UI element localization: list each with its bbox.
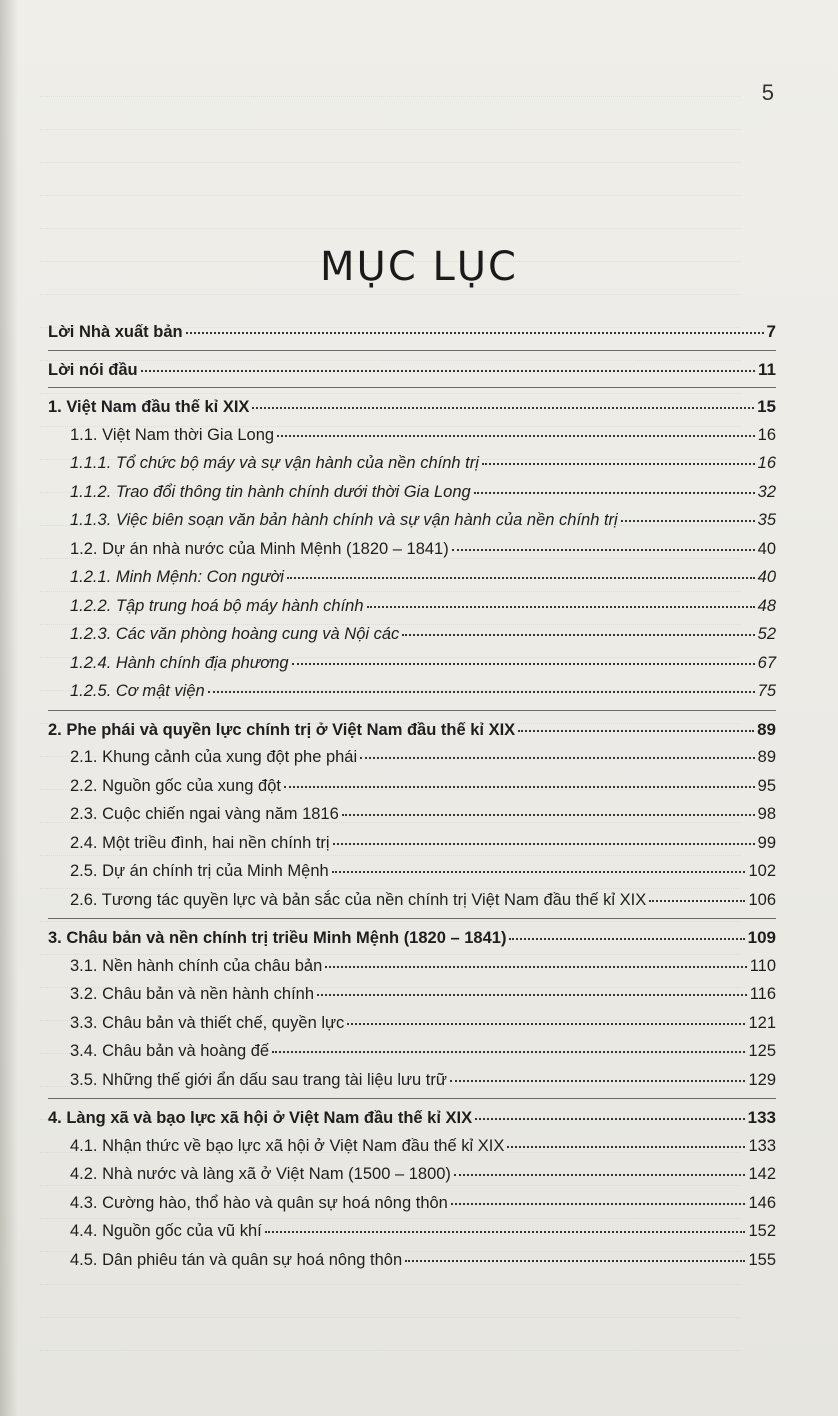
toc-entry[interactable]	[48, 1013, 776, 1033]
toc-entry-title: 1.2.3. Các văn phòng hoàng cung và Nội các	[70, 625, 400, 643]
toc-entry-title: 1.2.2. Tập trung hoá bộ máy hành chính	[70, 596, 364, 615]
toc-entry-page-number: 98	[757, 805, 776, 823]
toc-entry-page-number: 48	[757, 596, 776, 615]
dot-leader	[333, 843, 755, 845]
toc-entry-title: 4. Làng xã và bạo lực xã hội ở Việt Nam đầu thế kỉ XIX	[48, 1109, 473, 1127]
toc-entry-title: 1.1.1. Tổ chức bộ máy và sự vận hành của nền chính trị	[70, 454, 479, 472]
toc-entry[interactable]	[48, 681, 776, 701]
toc-entry[interactable]	[48, 482, 776, 502]
toc-entry[interactable]	[48, 1221, 776, 1241]
page-gutter-shadow	[0, 0, 18, 1416]
toc-entry[interactable]	[48, 1250, 776, 1270]
dot-leader	[347, 1023, 745, 1025]
toc-entry[interactable]	[48, 804, 776, 824]
toc-entry-title: 1.2. Dự án nhà nước của Minh Mệnh (1820 – 1841)	[70, 539, 449, 558]
dot-leader	[649, 900, 745, 902]
chapter-divider	[48, 710, 776, 711]
toc-entry-page-number: 99	[757, 833, 776, 852]
toc-entry-page-number: 155	[748, 1250, 776, 1269]
toc-entry-title: 2.2. Nguồn gốc của xung đột	[70, 776, 281, 795]
dot-leader	[208, 691, 755, 693]
toc-entry-title: 1. Việt Nam đầu thế kỉ XIX	[48, 398, 250, 416]
toc-entry[interactable]	[48, 1164, 776, 1184]
toc-entry-title: 4.5. Dân phiêu tán và quân sự hoá nông thôn	[70, 1250, 403, 1269]
toc-entry-page-number: 11	[758, 359, 776, 379]
toc-entry-title: 1.2.5. Cơ mật viện	[70, 682, 205, 700]
toc-entry-page-number: 146	[748, 1193, 776, 1212]
toc-entry-page-number: 67	[757, 653, 776, 672]
toc-entry[interactable]	[48, 322, 776, 342]
toc-entry-page-number: 95	[757, 776, 776, 795]
dot-leader	[621, 520, 755, 522]
page-number: 5	[761, 80, 774, 105]
toc-entry-page-number: 89	[757, 719, 776, 739]
toc-entry[interactable]	[48, 567, 776, 587]
dot-leader	[360, 757, 754, 759]
toc-entry[interactable]	[48, 776, 776, 796]
dot-leader	[509, 938, 744, 940]
dot-leader	[482, 463, 755, 465]
toc-entry-page-number: 15	[757, 397, 776, 416]
toc-entry-page-number: 133	[747, 1108, 776, 1127]
dot-leader	[451, 1203, 746, 1205]
dot-leader	[325, 966, 746, 968]
dot-leader	[452, 549, 755, 551]
toc-entry-page-number: 142	[748, 1165, 776, 1183]
toc-entry[interactable]	[48, 861, 776, 881]
chapter-divider	[48, 1098, 776, 1099]
toc-entry-page-number: 16	[757, 425, 776, 444]
toc-entry-title: 1.1. Việt Nam thời Gia Long	[70, 425, 275, 444]
dot-leader	[474, 492, 755, 494]
toc-entry-page-number: 52	[757, 625, 776, 643]
toc-entry[interactable]	[48, 928, 776, 948]
toc-entry-page-number: 125	[748, 1042, 776, 1060]
toc-entry[interactable]	[48, 653, 776, 673]
toc-entry-page-number: 133	[748, 1136, 776, 1155]
toc-entry[interactable]	[48, 425, 776, 445]
toc-entry-title: 1.1.3. Việc biên soạn văn bản hành chính và sự vận hành của nền chính trị	[70, 511, 618, 529]
toc-entry-page-number: 129	[748, 1070, 776, 1089]
toc-entry-page-number: 75	[757, 682, 776, 700]
toc-entry-title: 2.5. Dự án chính trị của Minh Mệnh	[70, 862, 329, 880]
toc-entry-page-number: 89	[757, 748, 776, 766]
dot-leader	[367, 606, 755, 608]
toc-entry-page-number: 106	[748, 890, 776, 909]
dot-leader	[252, 407, 754, 409]
toc-entry-title: 3.3. Châu bản và thiết chế, quyền lực	[70, 1013, 345, 1032]
toc-entry-page-number: 35	[757, 511, 776, 529]
dot-leader	[284, 786, 755, 788]
toc-entry[interactable]	[48, 624, 776, 644]
chapter-divider	[48, 387, 776, 388]
toc-entry[interactable]	[48, 596, 776, 616]
dot-leader	[287, 577, 755, 579]
toc-entry-title: 3.5. Những thế giới ẩn dấu sau trang tài liệu lưu trữ	[70, 1070, 447, 1089]
toc-entry[interactable]	[48, 1070, 776, 1090]
toc-entry-title: 3.4. Châu bản và hoàng đế	[70, 1042, 270, 1060]
toc-entry[interactable]	[48, 956, 776, 976]
dot-leader	[475, 1118, 745, 1120]
toc-entry-title: 3.2. Châu bản và nền hành chính	[70, 985, 315, 1003]
toc-entry[interactable]	[48, 984, 776, 1004]
toc-entry[interactable]	[48, 1136, 776, 1156]
dot-leader	[332, 871, 746, 873]
toc-entry[interactable]	[48, 890, 776, 910]
toc-entry-title: 3.1. Nền hành chính của châu bản	[70, 956, 323, 975]
dot-leader	[342, 814, 755, 816]
toc-entry-title: 2. Phe phái và quyền lực chính trị ở Việt Nam đầu thế kỉ XIX	[48, 720, 516, 739]
toc-entry-title: 4.4. Nguồn gốc của vũ khí	[70, 1222, 262, 1240]
toc-entry-title: 2.4. Một triều đình, hai nền chính trị	[70, 833, 330, 852]
toc-entry-page-number: 40	[757, 539, 776, 558]
toc-entry[interactable]	[48, 510, 776, 530]
toc-entry-page-number: 121	[748, 1013, 776, 1032]
page-title: MỤC LỤC	[320, 244, 518, 290]
toc-entry-page-number: 109	[747, 928, 776, 947]
chapter-divider	[48, 918, 776, 919]
toc-entry-title: Lời nói đầu	[48, 360, 138, 379]
toc-entry-title: Lời Nhà xuất bản	[48, 323, 183, 341]
dot-leader	[141, 370, 755, 372]
dot-leader	[518, 730, 754, 732]
dot-leader	[292, 663, 755, 665]
dot-leader	[450, 1080, 746, 1082]
toc-entry-title: 1.1.2. Trao đổi thông tin hành chính dưới thời Gia Long	[70, 482, 471, 501]
toc-entry-title: 4.1. Nhận thức về bạo lực xã hội ở Việt Nam đầu thế kỉ XIX	[70, 1136, 505, 1155]
dot-leader	[405, 1260, 745, 1262]
dot-leader	[272, 1051, 745, 1053]
toc-entry[interactable]	[48, 747, 776, 767]
toc-entry-title: 4.2. Nhà nước và làng xã ở Việt Nam (1500 – 1800)	[70, 1165, 451, 1183]
toc-entry-page-number: 102	[748, 862, 776, 880]
chapter-divider	[48, 350, 776, 351]
toc-entry[interactable]	[48, 720, 776, 740]
toc-entry-title: 1.2.1. Minh Mệnh: Con người	[70, 568, 284, 586]
dot-leader	[277, 435, 755, 437]
dot-leader	[507, 1146, 745, 1148]
toc-entry-page-number: 110	[749, 956, 776, 975]
toc-entry-title: 1.2.4. Hành chính địa phương	[70, 653, 289, 672]
toc-entry-page-number: 32	[757, 482, 776, 501]
toc-entry-page-number: 40	[757, 568, 776, 586]
toc-entry[interactable]	[48, 833, 776, 853]
dot-leader	[454, 1174, 746, 1176]
toc-entry-page-number: 7	[766, 322, 776, 341]
toc-entry[interactable]	[48, 1193, 776, 1213]
table-of-contents	[48, 322, 776, 1278]
toc-entry-title: 3. Châu bản và nền chính trị triều Minh Mệnh (1820 – 1841)	[48, 929, 507, 947]
toc-entry[interactable]	[48, 1108, 776, 1128]
dot-leader	[317, 994, 747, 996]
toc-entry-page-number: 116	[749, 985, 776, 1003]
toc-entry-page-number: 152	[748, 1222, 776, 1240]
toc-entry-title: 2.3. Cuộc chiến ngai vàng năm 1816	[70, 805, 339, 823]
toc-entry-page-number: 16	[757, 454, 776, 472]
toc-entry-title: 2.1. Khung cảnh của xung đột phe phái	[70, 748, 358, 766]
toc-entry[interactable]	[48, 539, 776, 559]
dot-leader	[265, 1231, 746, 1233]
toc-entry-title: 2.6. Tương tác quyền lực và bản sắc của nền chính trị Việt Nam đầu thế kỉ XIX	[70, 890, 647, 909]
toc-entry[interactable]	[48, 453, 776, 473]
toc-entry[interactable]	[48, 360, 776, 380]
dot-leader	[186, 332, 764, 334]
toc-entry[interactable]	[48, 1041, 776, 1061]
toc-entry[interactable]	[48, 397, 776, 417]
dot-leader	[402, 634, 754, 636]
toc-entry-title: 4.3. Cường hào, thổ hào và quân sự hoá nông thôn	[70, 1193, 448, 1212]
